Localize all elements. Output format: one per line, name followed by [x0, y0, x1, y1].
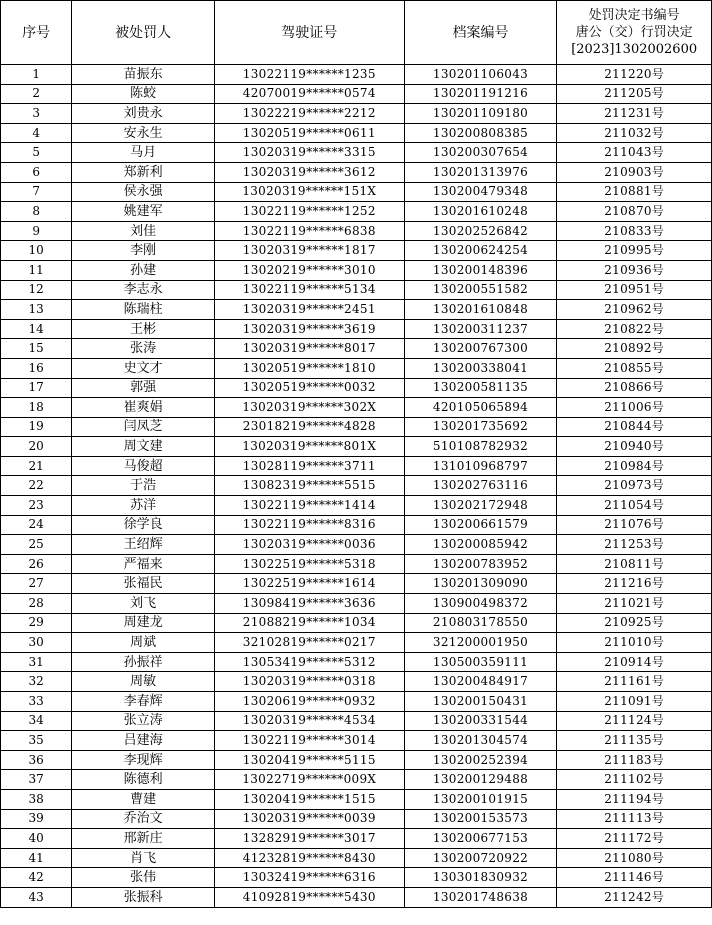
cell-name: 李志永 [72, 280, 215, 300]
cell-decision: 210925号 [557, 613, 712, 633]
cell-no: 25 [1, 535, 72, 555]
cell-name: 郭强 [72, 378, 215, 398]
cell-file: 130200479348 [404, 182, 557, 202]
cell-no: 33 [1, 692, 72, 712]
header-file: 档案编号 [404, 1, 557, 65]
cell-file: 130200720922 [404, 848, 557, 868]
cell-file: 130200101915 [404, 789, 557, 809]
cell-decision: 210822号 [557, 319, 712, 339]
table-row [1, 280, 712, 300]
cell-license: 21088219******1034 [214, 613, 404, 633]
cell-no: 11 [1, 260, 72, 280]
cell-decision: 211021号 [557, 594, 712, 614]
cell-license: 13020319******151X [214, 182, 404, 202]
cell-decision: 211216号 [557, 574, 712, 594]
cell-decision: 211231号 [557, 104, 712, 124]
cell-file: 130200252394 [404, 750, 557, 770]
cell-license: 41092819******5430 [214, 887, 404, 907]
cell-license: 13022119******6838 [214, 221, 404, 241]
cell-license: 13022119******5134 [214, 280, 404, 300]
cell-decision: 210833号 [557, 221, 712, 241]
cell-no: 34 [1, 711, 72, 731]
cell-no: 16 [1, 358, 72, 378]
cell-file: 130202763116 [404, 476, 557, 496]
cell-license: 13020319******0039 [214, 809, 404, 829]
table-row [1, 829, 712, 849]
cell-decision: 211032号 [557, 123, 712, 143]
cell-decision: 211091号 [557, 692, 712, 712]
table-row [1, 65, 712, 85]
cell-file: 130500359111 [404, 652, 557, 672]
cell-license: 13022119******1414 [214, 496, 404, 516]
cell-file: 420105065894 [404, 398, 557, 418]
cell-file: 130900498372 [404, 594, 557, 614]
cell-name: 李现辉 [72, 750, 215, 770]
cell-license: 13282919******3017 [214, 829, 404, 849]
cell-name: 马俊超 [72, 456, 215, 476]
cell-license: 13020319******801X [214, 437, 404, 457]
cell-no: 6 [1, 162, 72, 182]
cell-file: 130200783952 [404, 554, 557, 574]
cell-name: 王彬 [72, 319, 215, 339]
cell-license: 13020419******5115 [214, 750, 404, 770]
cell-file: 130301830932 [404, 868, 557, 888]
cell-decision: 210811号 [557, 554, 712, 574]
cell-license: 13022519******1614 [214, 574, 404, 594]
cell-decision: 211054号 [557, 496, 712, 516]
cell-license: 13022719******009X [214, 770, 404, 790]
cell-name: 安永生 [72, 123, 215, 143]
cell-license: 13022119******3014 [214, 731, 404, 751]
cell-license: 13082319******5515 [214, 476, 404, 496]
cell-no: 26 [1, 554, 72, 574]
cell-license: 13022219******2212 [214, 104, 404, 124]
cell-decision: 210951号 [557, 280, 712, 300]
table-row [1, 84, 712, 104]
header-decision-line3: [2023]1302002600 [571, 42, 698, 57]
cell-no: 42 [1, 868, 72, 888]
cell-no: 22 [1, 476, 72, 496]
cell-file: 130202172948 [404, 496, 557, 516]
header-decision-line2: 唐公（交）行罚决定 [575, 25, 693, 40]
cell-file: 130201304574 [404, 731, 557, 751]
cell-no: 8 [1, 202, 72, 222]
cell-license: 13020319******3612 [214, 162, 404, 182]
cell-file: 130200551582 [404, 280, 557, 300]
table-row [1, 476, 712, 496]
table-row [1, 809, 712, 829]
cell-file: 130202526842 [404, 221, 557, 241]
cell-license: 13020319******8017 [214, 339, 404, 359]
cell-license: 13020319******4534 [214, 711, 404, 731]
table-row [1, 123, 712, 143]
cell-name: 马月 [72, 143, 215, 163]
cell-decision: 211172号 [557, 829, 712, 849]
cell-license: 13032419******6316 [214, 868, 404, 888]
cell-name: 周文建 [72, 437, 215, 457]
cell-file: 130201309090 [404, 574, 557, 594]
cell-no: 4 [1, 123, 72, 143]
table-row [1, 162, 712, 182]
cell-decision: 211113号 [557, 809, 712, 829]
header-decision-line1: 处罚决定书编号 [588, 8, 680, 23]
cell-no: 20 [1, 437, 72, 457]
cell-no: 36 [1, 750, 72, 770]
cell-name: 张立涛 [72, 711, 215, 731]
table-row [1, 692, 712, 712]
cell-license: 13020419******1515 [214, 789, 404, 809]
cell-name: 苏洋 [72, 496, 215, 516]
cell-file: 130200153573 [404, 809, 557, 829]
cell-decision: 210844号 [557, 417, 712, 437]
cell-file: 131010968797 [404, 456, 557, 476]
cell-no: 17 [1, 378, 72, 398]
table-row [1, 143, 712, 163]
table-row [1, 515, 712, 535]
cell-name: 刘飞 [72, 594, 215, 614]
table-row [1, 358, 712, 378]
cell-no: 3 [1, 104, 72, 124]
cell-name: 刘贵永 [72, 104, 215, 124]
cell-license: 13020319******1817 [214, 241, 404, 261]
cell-decision: 210903号 [557, 162, 712, 182]
table-row [1, 887, 712, 907]
cell-no: 30 [1, 633, 72, 653]
cell-file: 130201313976 [404, 162, 557, 182]
cell-file: 130200808385 [404, 123, 557, 143]
table-row [1, 300, 712, 320]
cell-no: 5 [1, 143, 72, 163]
cell-no: 12 [1, 280, 72, 300]
cell-file: 130200150431 [404, 692, 557, 712]
cell-file: 130200581135 [404, 378, 557, 398]
cell-no: 39 [1, 809, 72, 829]
cell-no: 35 [1, 731, 72, 751]
cell-name: 陈德利 [72, 770, 215, 790]
cell-name: 陈瑞柱 [72, 300, 215, 320]
cell-decision: 210914号 [557, 652, 712, 672]
cell-license: 13022119******1235 [214, 65, 404, 85]
table-row [1, 221, 712, 241]
cell-decision: 211205号 [557, 84, 712, 104]
table-row [1, 417, 712, 437]
table-row [1, 652, 712, 672]
cell-decision: 210995号 [557, 241, 712, 261]
cell-file: 130200129488 [404, 770, 557, 790]
cell-decision: 211220号 [557, 65, 712, 85]
header-no: 序号 [1, 1, 72, 65]
cell-license: 23018219******4828 [214, 417, 404, 437]
cell-license: 13098419******3636 [214, 594, 404, 614]
cell-file: 210803178550 [404, 613, 557, 633]
header-row [1, 1, 712, 65]
cell-license: 42070019******0574 [214, 84, 404, 104]
table-row [1, 868, 712, 888]
cell-license: 13020319******2451 [214, 300, 404, 320]
cell-name: 崔爽娟 [72, 398, 215, 418]
cell-license: 13022119******1252 [214, 202, 404, 222]
cell-decision: 210984号 [557, 456, 712, 476]
cell-file: 130200331544 [404, 711, 557, 731]
cell-no: 14 [1, 319, 72, 339]
cell-license: 13053419******5312 [214, 652, 404, 672]
cell-no: 27 [1, 574, 72, 594]
table-row [1, 554, 712, 574]
cell-license: 13020319******0318 [214, 672, 404, 692]
cell-name: 于浩 [72, 476, 215, 496]
table-row [1, 260, 712, 280]
cell-name: 李春辉 [72, 692, 215, 712]
table-row [1, 731, 712, 751]
cell-license: 13020319******302X [214, 398, 404, 418]
cell-license: 13020219******3010 [214, 260, 404, 280]
table-row [1, 672, 712, 692]
cell-no: 43 [1, 887, 72, 907]
cell-name: 王绍辉 [72, 535, 215, 555]
cell-decision: 211124号 [557, 711, 712, 731]
cell-license: 13020319******0036 [214, 535, 404, 555]
cell-name: 张振科 [72, 887, 215, 907]
table-row [1, 398, 712, 418]
cell-file: 130201735692 [404, 417, 557, 437]
cell-name: 闫凤芝 [72, 417, 215, 437]
cell-file: 130200677153 [404, 829, 557, 849]
cell-license: 13020519******1810 [214, 358, 404, 378]
cell-no: 32 [1, 672, 72, 692]
cell-name: 周敏 [72, 672, 215, 692]
cell-license: 13020519******0611 [214, 123, 404, 143]
cell-no: 2 [1, 84, 72, 104]
cell-decision: 210973号 [557, 476, 712, 496]
cell-no: 29 [1, 613, 72, 633]
cell-file: 130200148396 [404, 260, 557, 280]
cell-decision: 211076号 [557, 515, 712, 535]
cell-no: 23 [1, 496, 72, 516]
table-row [1, 613, 712, 633]
cell-file: 130200767300 [404, 339, 557, 359]
cell-no: 19 [1, 417, 72, 437]
cell-no: 7 [1, 182, 72, 202]
cell-no: 21 [1, 456, 72, 476]
cell-decision: 211080号 [557, 848, 712, 868]
cell-file: 321200001950 [404, 633, 557, 653]
cell-file: 130200085942 [404, 535, 557, 555]
table-row [1, 496, 712, 516]
cell-decision: 211194号 [557, 789, 712, 809]
table-header [1, 1, 712, 65]
cell-decision: 211010号 [557, 633, 712, 653]
cell-no: 38 [1, 789, 72, 809]
cell-decision: 211043号 [557, 143, 712, 163]
cell-decision: 211161号 [557, 672, 712, 692]
cell-license: 13022119******8316 [214, 515, 404, 535]
cell-decision: 211183号 [557, 750, 712, 770]
cell-decision: 210892号 [557, 339, 712, 359]
cell-name: 李刚 [72, 241, 215, 261]
cell-no: 37 [1, 770, 72, 790]
table-row [1, 437, 712, 457]
cell-decision: 210866号 [557, 378, 712, 398]
cell-name: 郑新利 [72, 162, 215, 182]
table-row [1, 535, 712, 555]
table-body [1, 65, 712, 908]
cell-no: 28 [1, 594, 72, 614]
cell-decision: 211146号 [557, 868, 712, 888]
cell-decision: 210855号 [557, 358, 712, 378]
table-row [1, 104, 712, 124]
cell-name: 孙建 [72, 260, 215, 280]
cell-no: 1 [1, 65, 72, 85]
table-row [1, 202, 712, 222]
cell-name: 张伟 [72, 868, 215, 888]
cell-license: 13022519******5318 [214, 554, 404, 574]
cell-name: 姚建军 [72, 202, 215, 222]
cell-decision: 210962号 [557, 300, 712, 320]
table-row [1, 594, 712, 614]
cell-name: 肖飞 [72, 848, 215, 868]
table-row [1, 750, 712, 770]
cell-license: 13020519******0032 [214, 378, 404, 398]
cell-file: 130201106043 [404, 65, 557, 85]
table-row [1, 848, 712, 868]
cell-license: 41232819******8430 [214, 848, 404, 868]
cell-name: 陈蛟 [72, 84, 215, 104]
cell-name: 徐学良 [72, 515, 215, 535]
cell-name: 周建龙 [72, 613, 215, 633]
header-license: 驾驶证号 [214, 1, 404, 65]
table-row [1, 339, 712, 359]
cell-license: 13028119******3711 [214, 456, 404, 476]
table-row [1, 574, 712, 594]
cell-name: 苗振东 [72, 65, 215, 85]
cell-name: 严福来 [72, 554, 215, 574]
cell-no: 18 [1, 398, 72, 418]
cell-no: 13 [1, 300, 72, 320]
cell-file: 130200624254 [404, 241, 557, 261]
cell-file: 130201748638 [404, 887, 557, 907]
cell-license: 13020319******3619 [214, 319, 404, 339]
cell-name: 曹建 [72, 789, 215, 809]
cell-file: 130200484917 [404, 672, 557, 692]
cell-no: 31 [1, 652, 72, 672]
cell-name: 刘佳 [72, 221, 215, 241]
cell-name: 孙振祥 [72, 652, 215, 672]
cell-file: 130200311237 [404, 319, 557, 339]
cell-decision: 210940号 [557, 437, 712, 457]
cell-file: 130201109180 [404, 104, 557, 124]
cell-no: 24 [1, 515, 72, 535]
table-row [1, 319, 712, 339]
cell-decision: 210881号 [557, 182, 712, 202]
cell-decision: 211242号 [557, 887, 712, 907]
cell-name: 吕建海 [72, 731, 215, 751]
table-row [1, 182, 712, 202]
table-row [1, 241, 712, 261]
header-name: 被处罚人 [72, 1, 215, 65]
cell-file: 130200338041 [404, 358, 557, 378]
header-decision [557, 1, 712, 65]
cell-file: 510108782932 [404, 437, 557, 457]
table-row [1, 633, 712, 653]
cell-file: 130201610248 [404, 202, 557, 222]
cell-decision: 210870号 [557, 202, 712, 222]
cell-no: 40 [1, 829, 72, 849]
table-row [1, 711, 712, 731]
cell-name: 张涛 [72, 339, 215, 359]
cell-file: 130201610848 [404, 300, 557, 320]
table-row [1, 789, 712, 809]
cell-no: 41 [1, 848, 72, 868]
cell-license: 32102819******0217 [214, 633, 404, 653]
cell-decision: 211135号 [557, 731, 712, 751]
cell-no: 9 [1, 221, 72, 241]
cell-no: 15 [1, 339, 72, 359]
cell-name: 张福民 [72, 574, 215, 594]
cell-file: 130201191216 [404, 84, 557, 104]
cell-name: 乔治文 [72, 809, 215, 829]
cell-license: 13020619******0932 [214, 692, 404, 712]
cell-name: 侯永强 [72, 182, 215, 202]
cell-decision: 211006号 [557, 398, 712, 418]
cell-file: 130200661579 [404, 515, 557, 535]
cell-decision: 211253号 [557, 535, 712, 555]
cell-license: 13020319******3315 [214, 143, 404, 163]
table-row [1, 456, 712, 476]
table-row [1, 770, 712, 790]
cell-name: 邢新庄 [72, 829, 215, 849]
cell-decision: 211102号 [557, 770, 712, 790]
cell-file: 130200307654 [404, 143, 557, 163]
table-row [1, 378, 712, 398]
cell-decision: 210936号 [557, 260, 712, 280]
cell-name: 周斌 [72, 633, 215, 653]
cell-name: 史文才 [72, 358, 215, 378]
cell-no: 10 [1, 241, 72, 261]
